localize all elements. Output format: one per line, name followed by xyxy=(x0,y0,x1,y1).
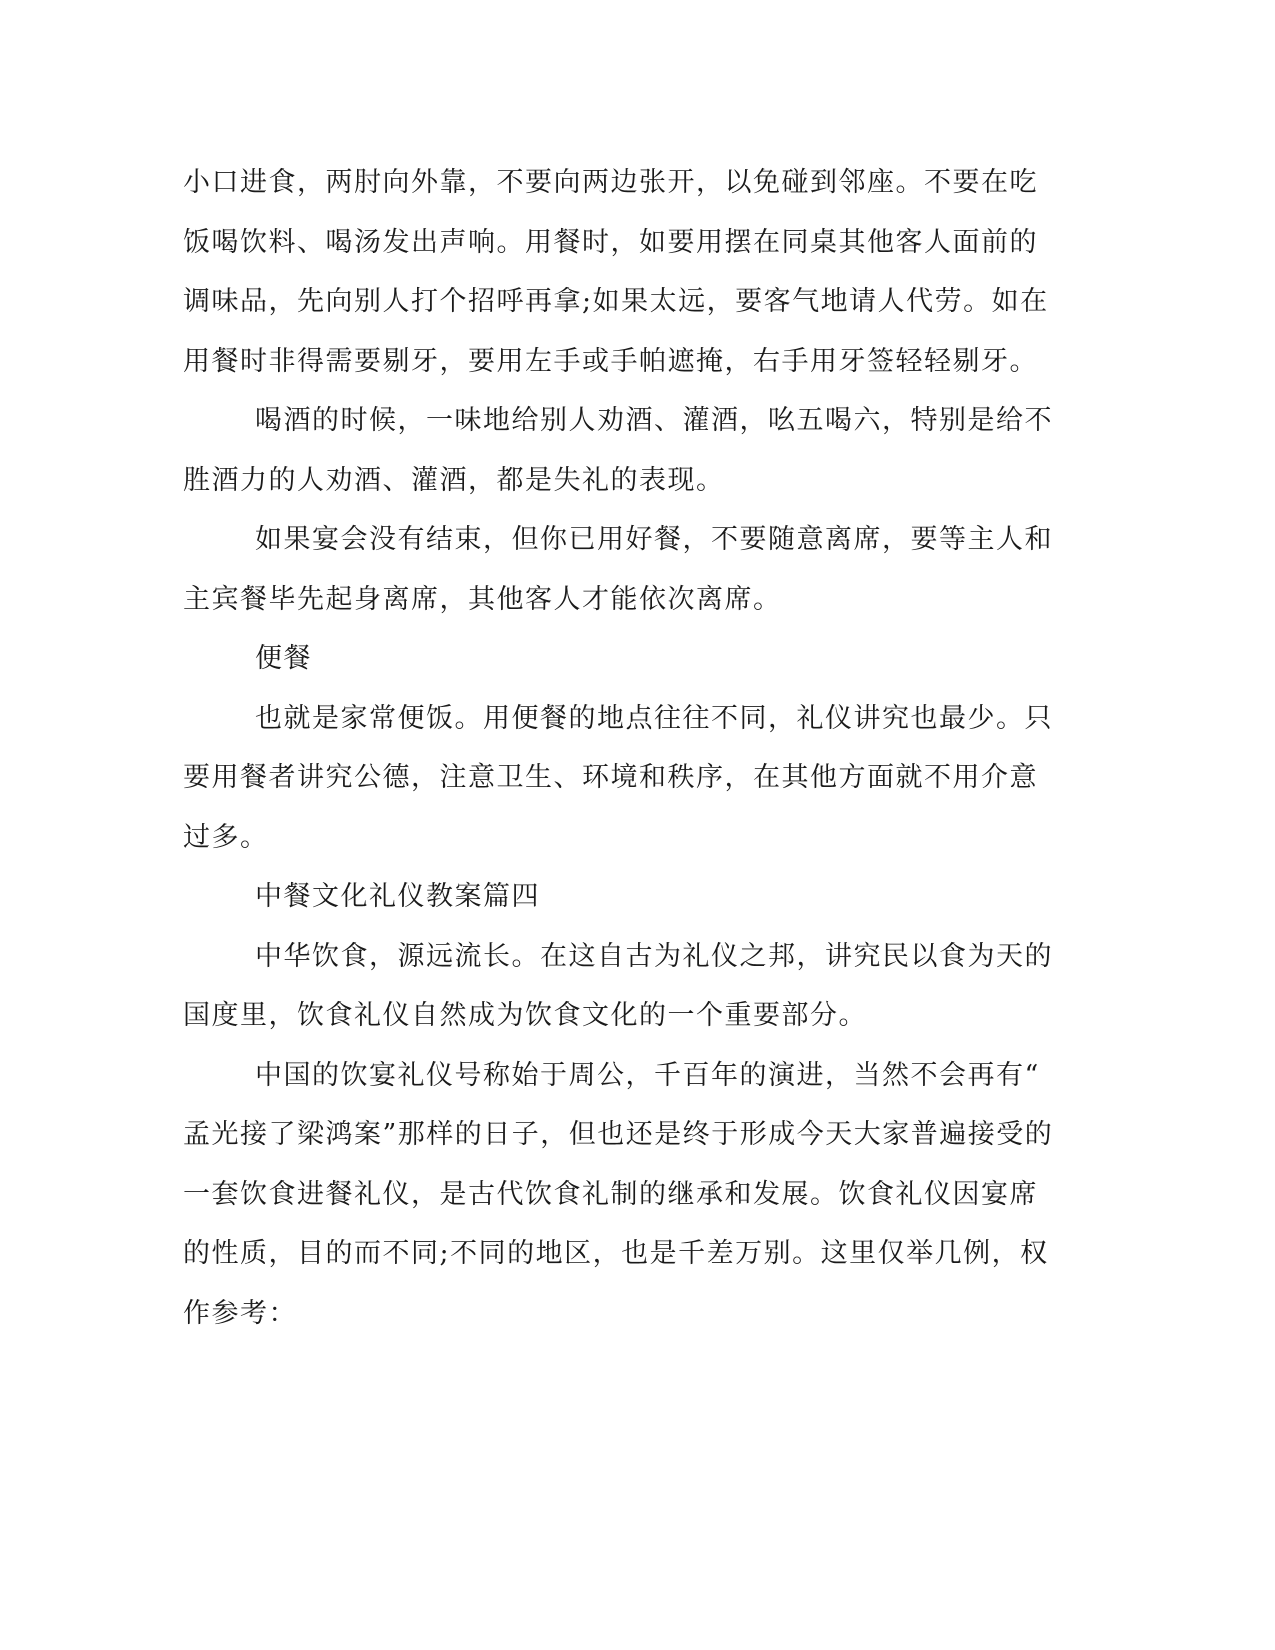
paragraph xyxy=(183,153,1049,391)
text-line: 中餐文化礼仪教案篇四 xyxy=(255,881,540,912)
document-body xyxy=(183,153,1054,1343)
text-line: 国度里，饮食礼仪自然成为饮食文化的一个重要部分。 xyxy=(183,1000,867,1031)
text-line: 饭喝饮料、喝汤发出声响。用餐时，如要用摆在同桌其他客人面前的 xyxy=(183,226,1038,258)
text-line: 的性质，目的而不同;不同的地区，也是千差万别。这里仅举几例，权 xyxy=(183,1238,1049,1269)
section-heading xyxy=(183,867,1043,927)
text-line: 主宾餐毕先起身离席，其他客人才能依次离席。 xyxy=(183,583,782,615)
text-line: 孟光接了梁鸿案”那样的日子，但也还是终于形成今天大家普遍接受的 xyxy=(183,1119,1054,1150)
text-line: 调味品，先向别人打个招呼再拿;如果太远，要客气地请人代劳。如在 xyxy=(183,286,1049,317)
text-line: 要用餐者讲究公德，注意卫生、环境和秩序，在其他方面就不用介意 xyxy=(183,762,1038,793)
text-line: 小口进食，两肘向外靠，不要向两边张开，以免碰到邻座。不要在吃 xyxy=(183,167,1038,198)
paragraph xyxy=(183,689,1053,868)
text-line: 中华饮食，源远流长。在这自古为礼仪之邦，讲究民以食为天的 xyxy=(255,940,1053,972)
text-line: 一套饮食进餐礼仪，是古代饮食礼制的继承和发展。饮食礼仪因宴席 xyxy=(183,1178,1038,1210)
paragraph xyxy=(183,510,1053,629)
section-heading xyxy=(183,629,1043,689)
paragraph xyxy=(183,927,1053,1046)
text-line: 作参考： xyxy=(183,1297,297,1329)
text-line: 也就是家常便饭。用便餐的地点往往不同，礼仪讲究也最少。只 xyxy=(255,702,1053,734)
text-line: 过多。 xyxy=(183,821,269,853)
text-line: 便餐 xyxy=(255,643,312,674)
text-line: 如果宴会没有结束，但你已用好餐，不要随意离席，要等主人和 xyxy=(255,524,1053,555)
text-line: 用餐时非得需要剔牙，要用左手或手帕遮掩，右手用牙签轻轻剔牙。 xyxy=(183,345,1038,377)
text-line: 胜酒力的人劝酒、灌酒，都是失礼的表现。 xyxy=(183,464,725,496)
paragraph xyxy=(183,391,1053,510)
text-line: 喝酒的时候，一味地给别人劝酒、灌酒，吆五喝六，特别是给不 xyxy=(255,405,1053,436)
paragraph xyxy=(183,1046,1054,1344)
text-line: 中国的饮宴礼仪号称始于周公，千百年的演进，当然不会再有“ xyxy=(255,1059,1040,1091)
